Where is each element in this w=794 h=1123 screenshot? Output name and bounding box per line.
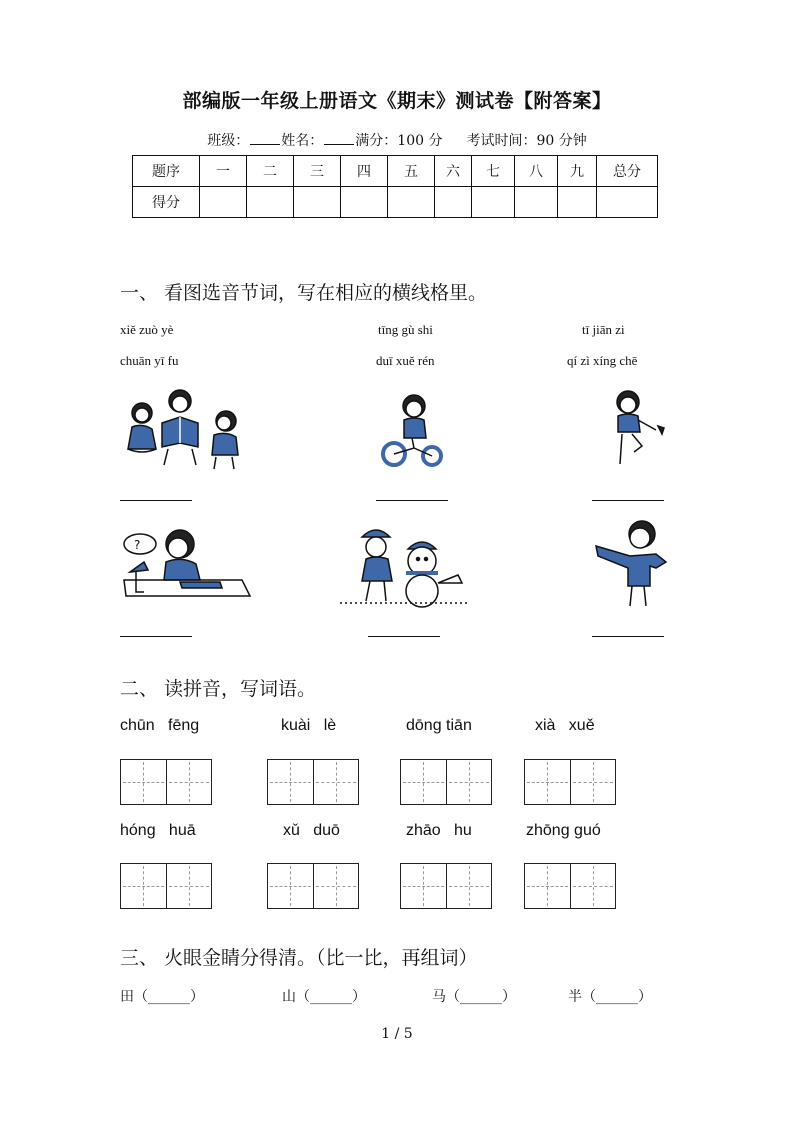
answer-line[interactable] (592, 636, 664, 637)
name-blank[interactable] (324, 144, 354, 145)
pinyin-option: tīng gù shi (378, 322, 433, 337)
page-title: 部编版一年级上册语文《期末》测试卷【附答案】 (182, 90, 612, 112)
boy-doing-homework-illustration (120, 522, 252, 608)
pinyin-word: zhōng guó (526, 822, 601, 839)
score-header-cell: 总分 (597, 156, 658, 187)
writing-grid[interactable] (400, 759, 492, 805)
pinyin-option: chuān yī fu (120, 353, 179, 368)
name-label: 姓名： (281, 133, 324, 149)
writing-grid[interactable] (524, 759, 616, 805)
score-header-cell: 七 (472, 156, 515, 187)
pinyin-option: tī jiān zi (582, 322, 625, 337)
pinyin-word: xǔ duō (283, 822, 340, 839)
answer-line[interactable] (376, 500, 448, 501)
girl-putting-on-clothes-illustration (592, 516, 672, 612)
score-cell[interactable] (597, 187, 658, 218)
score-cell[interactable] (558, 187, 597, 218)
writing-grid[interactable] (267, 863, 359, 909)
pinyin-word: kuài lè (281, 717, 337, 734)
score-header-cell: 九 (558, 156, 597, 187)
pinyin-word: chūn fēng (120, 717, 200, 734)
pinyin-word: zhāo hu (406, 822, 472, 839)
score-row-label: 得分 (133, 187, 200, 218)
score-header-cell: 二 (247, 156, 294, 187)
class-label: 班级： (207, 133, 250, 149)
full-score: 满分：100 分 (355, 133, 443, 149)
pinyin-option: duī xuě rén (376, 353, 435, 368)
pinyin-option: xiě zuò yè (120, 322, 174, 337)
score-cell[interactable] (341, 187, 388, 218)
pinyin-word: hóng huā (120, 822, 196, 839)
answer-line[interactable] (120, 636, 192, 637)
page-number: 1 / 5 (381, 1026, 413, 1042)
girl-building-snowman-illustration (340, 525, 470, 609)
score-cell[interactable] (515, 187, 558, 218)
compare-item[interactable]: 半（______） (568, 989, 652, 1005)
writing-grid[interactable] (267, 759, 359, 805)
section2-heading: 二、 读拼音，写词语。 (120, 678, 317, 700)
score-header-cell: 五 (388, 156, 435, 187)
pinyin-option: qí zì xíng chē (567, 353, 638, 368)
children-reading-illustration (120, 385, 250, 475)
score-header-cell: 八 (515, 156, 558, 187)
exam-info (0, 130, 794, 150)
writing-grid[interactable] (524, 863, 616, 909)
answer-line[interactable] (368, 636, 440, 637)
score-cell[interactable] (435, 187, 472, 218)
compare-item[interactable]: 田（______） (120, 989, 204, 1005)
score-cell[interactable] (247, 187, 294, 218)
score-header-row (133, 156, 658, 187)
section3-heading: 三、 火眼金睛分得清。（比一比，再组词） (120, 947, 478, 969)
score-cell[interactable] (388, 187, 435, 218)
pinyin-word: dōng tiān (406, 717, 472, 734)
writing-grid[interactable] (120, 863, 212, 909)
pinyin-word: xià xuě (535, 717, 595, 734)
exam-time: 考试时间：90 分钟 (466, 133, 587, 149)
answer-line[interactable] (120, 500, 192, 501)
score-header-cell: 题序 (133, 156, 200, 187)
score-cell[interactable] (294, 187, 341, 218)
score-header-cell: 三 (294, 156, 341, 187)
score-value-row (133, 187, 658, 218)
score-cell[interactable] (472, 187, 515, 218)
compare-item[interactable]: 山（______） (282, 989, 366, 1005)
writing-grid[interactable] (400, 863, 492, 909)
boy-riding-bicycle-illustration (378, 392, 448, 474)
compare-item[interactable]: 马（______） (432, 989, 516, 1005)
writing-grid[interactable] (120, 759, 212, 805)
score-cell[interactable] (200, 187, 247, 218)
boy-kicking-shuttlecock-illustration (604, 388, 674, 474)
score-header-cell: 一 (200, 156, 247, 187)
answer-line[interactable] (592, 500, 664, 501)
score-header-cell: 六 (435, 156, 472, 187)
svg-text:?: ? (134, 538, 141, 552)
score-table (132, 155, 658, 218)
section1-heading: 一、 看图选音节词，写在相应的横线格里。 (120, 282, 488, 304)
score-header-cell: 四 (341, 156, 388, 187)
class-blank[interactable] (250, 144, 280, 145)
